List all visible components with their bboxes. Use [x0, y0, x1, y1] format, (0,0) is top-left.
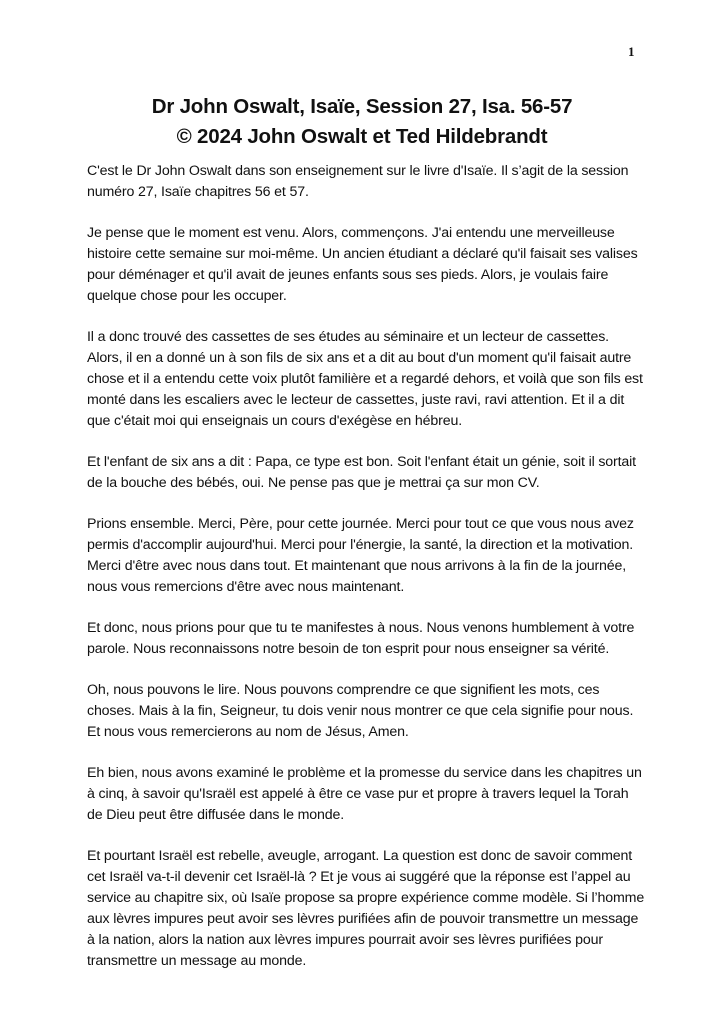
- paragraph-9: Et pourtant Israël est rebelle, aveugle, arrogant. La question est donc de savoir comment cet Israël va-t-il devenir cet Israël-là ? Et je vous ai suggéré que la réponse est l’appel au service au chapitre six, où Isaïe propose sa propre expérience comme modèle. Si l’homme aux lèvres impures peut avoir ses lèvres purifiées afin de pouvoir transmettre un message à la nation, alors la nation aux lèvres impures pourrait avoir ses lèvres purifiées pour transmettre un message au monde.: [87, 848, 645, 969]
- paragraph-1: C'est le Dr John Oswalt dans son enseignement sur le livre d'Isaïe. Il s’agit de la session numéro 27, Isaïe chapitres 56 et 57.: [87, 163, 629, 200]
- paragraph-6: Et donc, nous prions pour que tu te manifestes à nous. Nous venons humblement à votre parole. Nous reconnaissons notre besoin de ton esprit pour nous enseigner sa vérité.: [87, 620, 635, 657]
- paragraph-3: Il a donc trouvé des cassettes de ses études au séminaire et un lecteur de cassettes. Alors, il en a donné un à son fils de six ans et a dit au bout d'un moment qu'il faisait autre chose et il a entendu cette voix plutôt familière et a regardé dehors, et voilà que son fils est monté dans les escaliers avec le lecteur de cassettes, juste ravi, ravi attention. Et il a dit que c'était moi qui enseignais un cours d'exégèse en hébreu.: [87, 329, 643, 429]
- document-body: [87, 161, 647, 992]
- paragraph-4: Et l'enfant de six ans a dit : Papa, ce type est bon. Soit l'enfant était un génie, soit il sortait de la bouche des bébés, oui. Ne pense pas que je mettrai ça sur mon CV.: [87, 454, 636, 491]
- title-line-2: © 2024 John Oswalt et Ted Hildebrandt: [176, 125, 548, 148]
- title-line-1: Dr John Oswalt, Isaïe, Session 27, Isa. 56-57: [151, 95, 573, 118]
- document-title: [0, 92, 724, 152]
- paragraph-2: Je pense que le moment est venu. Alors, commençons. J'ai entendu une merveilleuse histoire cette semaine sur moi-même. Un ancien étudiant a déclaré qu'il faisait ses valises pour déménager et qu'il avait de jeunes enfants sous ses pieds. Alors, je voulais faire quelque chose pour les occuper.: [87, 225, 638, 304]
- paragraph-7: Oh, nous pouvons le lire. Nous pouvons comprendre ce que signifient les mots, ces choses. Mais à la fin, Seigneur, tu dois venir nous montrer ce que cela signifie pour nous. Et nous vous remercierons au nom de Jésus, Amen.: [87, 682, 634, 740]
- paragraph-5: Prions ensemble. Merci, Père, pour cette journée. Merci pour tout ce que vous nous avez permis d'accomplir aujourd'hui. Merci pour l'énergie, la santé, la direction et la motivation. Merci d'être avec nous dans tout. Et maintenant que nous arrivons à la fin de la journée, nous vous remercions d'être avec nous maintenant.: [87, 516, 634, 595]
- page-number: 1: [628, 44, 635, 59]
- paragraph-8: Eh bien, nous avons examiné le problème et la promesse du service dans les chapitres un à cinq, à savoir qu'Israël est appelé à être ce vase pur et propre à travers lequel la Torah de Dieu peut être diffusée dans le monde.: [87, 765, 642, 823]
